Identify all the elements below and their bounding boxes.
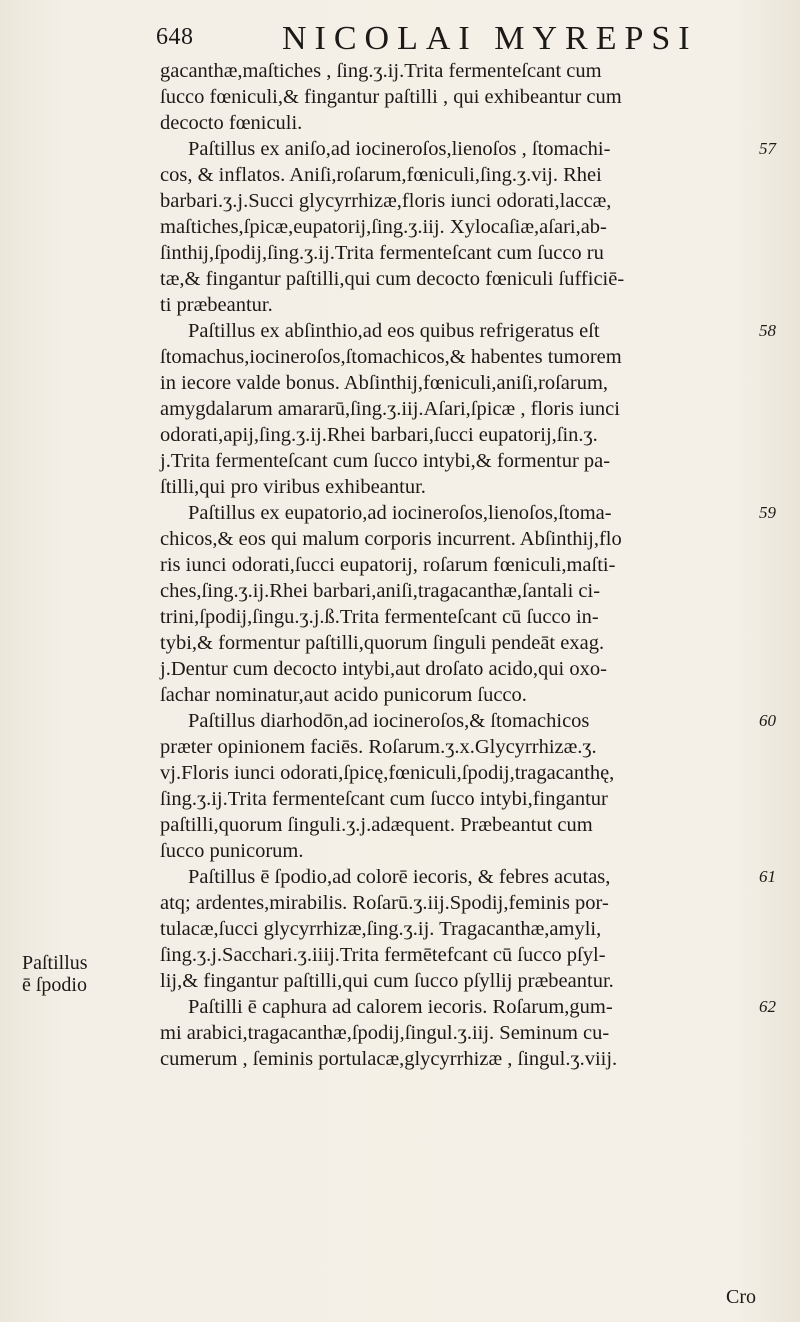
text-line: tybi,& formentur paſtilli,quorum ſinguli pendeāt exag. — [160, 632, 605, 654]
recipe-number: 59 — [759, 503, 776, 522]
text-line: ſtilli,qui pro viribus exhibeantur. — [160, 476, 426, 498]
body-text — [160, 58, 765, 1072]
text-line: trini,ſpodij,ſingu.ʒ.j.ß.Trita fermenteſcant cū ſucco in- — [160, 606, 599, 628]
text-line: præter opinionem faciēs. Roſarum.ʒ.x.Glycyrrhizæ.ʒ. — [160, 736, 597, 758]
text-line: in iecore valde bonus. Abſinthij,fœniculi,aniſi,roſarum, — [160, 372, 609, 394]
page-header — [150, 18, 770, 58]
text-line: Paſtillus ex eupatorio,ad iocineroſos,lienoſos,ſtoma- — [188, 502, 612, 524]
recipe-number: 60 — [759, 711, 776, 730]
text-line: gacanthæ,maſtiches , ſing.ʒ.ij.Trita fermenteſcant cum — [160, 60, 602, 82]
text-line: paſtilli,quorum ſinguli.ʒ.j.adæquent. Præbeantut cum — [160, 814, 593, 836]
text-line: tæ,& fingantur paſtilli,qui cum decocto fœniculi ſufficiē- — [160, 268, 625, 290]
text-line: odorati,apij,ſing.ʒ.ij.Rhei barbari,ſucci eupatorij,ſin.ʒ. — [160, 424, 598, 446]
text-line: ſtomachus,iocineroſos,ſtomachicos,& habentes tumorem — [160, 346, 622, 368]
text-line: j.Trita fermenteſcant cum ſucco intybi,& formentur pa- — [160, 450, 611, 472]
recipe-number: 58 — [759, 321, 776, 340]
text-line: ſachar nominatur,aut acido punicorum ſucco. — [160, 684, 527, 706]
text-line: ſucco punicorum. — [160, 840, 304, 862]
text-line: chicos,& eos qui malum corporis incurrent. Abſinthij,flo — [160, 528, 622, 550]
text-line: mi arabici,tragacanthæ,ſpodij,ſingul.ʒ.iij. Seminum cu- — [160, 1022, 610, 1044]
text-line: maſtiches,ſpicæ,eupatorij,ſing.ʒ.iij. Xylocaſiæ,aſari,ab- — [160, 216, 607, 238]
text-line: vj.Floris iunci odorati,ſpicę,fœniculi,ſpodij,tragacanthę, — [160, 762, 615, 784]
text-line: ris iunci odorati,ſucci eupatorij, roſarum fœniculi,maſti- — [160, 554, 616, 576]
text-line: ti præbeantur. — [160, 294, 273, 316]
text-line: cos, & inflatos. Aniſi,roſarum,fœniculi,ſing.ʒ.vij. Rhei — [160, 164, 602, 186]
text-line: j.Dentur cum decocto intybi,aut droſato acido,qui oxo- — [160, 658, 607, 680]
recipe-number: 61 — [759, 867, 776, 886]
catchword: Cro — [726, 1286, 756, 1308]
side-note-line: ē ſpodio — [22, 974, 87, 996]
text-line: Paſtillus ex aniſo,ad iocineroſos,lienoſos , ſtomachi- — [188, 138, 611, 160]
text-line: atq; ardentes,mirabilis. Roſarū.ʒ.iij.Spodij,feminis por- — [160, 892, 609, 914]
text-line: lij,& fingantur paſtilli,qui cum ſucco pſyllij præbeantur. — [160, 970, 614, 992]
text-line: tulacæ,ſucci glycyrrhizæ,ſing.ʒ.ij. Tragacanthæ,amyli, — [160, 918, 602, 940]
running-title: NICOLAI MYREPSI — [282, 20, 698, 57]
text-line: ſucco fœniculi,& fingantur paſtilli , qui exhibeantur cum — [160, 86, 622, 108]
text-line: ſing.ʒ.j.Sacchari.ʒ.iiij.Trita fermētefcant cū ſucco pſyl- — [160, 944, 606, 966]
text-line: ſing.ʒ.ij.Trita fermenteſcant cum ſucco intybi,fingantur — [160, 788, 608, 810]
text-line: Paſtillus diarhodōn,ad iocineroſos,& ſtomachicos — [188, 710, 590, 732]
recipe-number: 57 — [759, 139, 776, 158]
text-line: ſinthij,ſpodij,ſing.ʒ.ij.Trita fermenteſcant cum ſucco ru — [160, 242, 604, 264]
text-line: Paſtilli ē caphura ad calorem iecoris. Roſarum,gum- — [188, 996, 613, 1018]
text-line: Paſtillus ex abſinthio,ad eos quibus refrigeratus eſt — [188, 320, 600, 342]
side-note — [22, 952, 88, 996]
text-line: Paſtillus ē ſpodio,ad colorē iecoris, & febres acutas, — [188, 866, 611, 888]
text-line: barbari.ʒ.j.Succi glycyrrhizæ,floris iunci odorati,laccæ, — [160, 190, 612, 212]
text-line: ches,ſing.ʒ.ij.Rhei barbari,aniſi,tragacanthæ,ſantali ci- — [160, 580, 601, 602]
recipe-number: 62 — [759, 997, 776, 1016]
text-line: amygdalarum amararū,ſing.ʒ.iij.Aſari,ſpicæ , floris iunci — [160, 398, 620, 420]
side-note-line: Paſtillus — [22, 952, 88, 974]
text-line: decocto fœniculi. — [160, 112, 303, 134]
text-line: cumerum , ſeminis portulacæ,glycyrrhizæ , ſingul.ʒ.viij. — [160, 1048, 618, 1070]
page-number: 648 — [156, 24, 194, 50]
